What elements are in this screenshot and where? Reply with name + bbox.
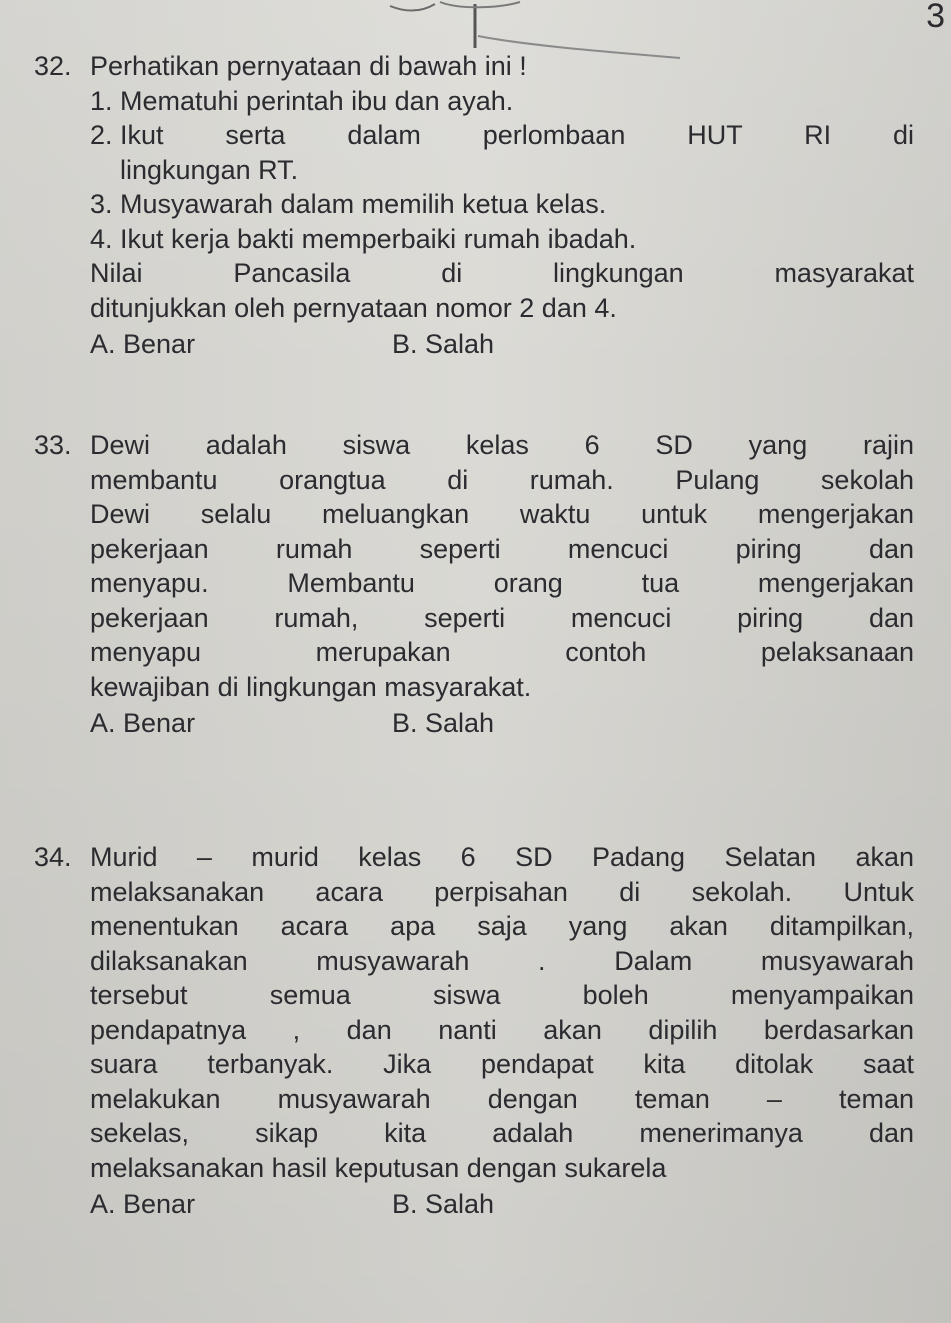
question-text-line: pendapatnya , dan nanti akan dipilih berdasarkan xyxy=(90,1014,914,1045)
question-text-line: sekelas, sikap kita adalah menerimanya dan xyxy=(90,1118,914,1148)
question-text-line: kewajiban di lingkungan masyarakat. xyxy=(90,671,532,702)
answer-options xyxy=(90,1187,914,1222)
question-text-line: menyapu merupakan contoh pelaksanaan xyxy=(90,637,914,667)
question-text-line: tersebut semua siswa boleh menyampaikan xyxy=(90,980,914,1010)
option-a-benar[interactable]: A. Benar xyxy=(90,1189,196,1219)
claim-line: Nilai Pancasila di lingkungan masyarakat xyxy=(90,258,914,288)
option-a-benar[interactable]: A. Benar xyxy=(90,329,196,359)
question-text-line: melaksanakan hasil keputusan dengan sukarela xyxy=(90,1152,667,1183)
question-text-line: menentukan acara apa saja yang akan ditampilkan, xyxy=(90,911,914,941)
question-34 xyxy=(34,840,914,1222)
statement-text-line: Ikut serta dalam perlombaan HUT RI di xyxy=(120,120,914,150)
question-number: 32. xyxy=(34,51,72,81)
answer-options xyxy=(90,706,914,741)
question-number: 34. xyxy=(34,842,72,872)
question-text-line: Murid – murid kelas 6 SD Padang Selatan akan xyxy=(90,842,914,872)
page-number: 3 xyxy=(926,0,945,35)
question-32 xyxy=(34,49,914,362)
option-a-benar[interactable]: A. Benar xyxy=(90,708,196,738)
question-33 xyxy=(34,428,914,741)
statement-text: Mematuhi perintah ibu dan ayah. xyxy=(120,85,514,116)
statement-item xyxy=(90,84,914,119)
statement-item xyxy=(90,222,914,257)
statement-item xyxy=(90,187,914,222)
option-b-salah[interactable]: B. Salah xyxy=(392,329,495,359)
statement-text: Musyawarah dalam memilih ketua kelas. xyxy=(120,189,607,219)
question-text-line: melakukan musyawarah dengan teman – teman xyxy=(90,1083,914,1114)
question-text-line: Dewi adalah siswa kelas 6 SD yang rajin xyxy=(90,430,914,460)
statement-list xyxy=(90,84,914,257)
answer-options xyxy=(90,327,914,362)
question-text-line: pekerjaan rumah, seperti mencuci piring dan xyxy=(90,602,914,633)
statement-number: 4. xyxy=(90,223,113,254)
statement-number: 3. xyxy=(90,189,113,219)
question-text-line: membantu orangtua di rumah. Pulang sekolah xyxy=(90,464,914,495)
question-text-line: dilaksanakan musyawarah . Dalam musyawarah xyxy=(90,945,914,976)
question-text-line: suara terbanyak. Jika pendapat kita ditolak saat xyxy=(90,1049,914,1079)
statement-text-line: lingkungan RT. xyxy=(120,154,299,185)
question-text-line: pekerjaan rumah seperti mencuci piring dan xyxy=(90,533,914,564)
statement-text: Ikut kerja bakti memperbaiki rumah ibadah. xyxy=(120,223,637,254)
statement-number: 2. xyxy=(90,120,113,150)
option-b-salah[interactable]: B. Salah xyxy=(392,1189,495,1219)
question-number: 33. xyxy=(34,430,72,460)
question-text-line: Dewi selalu meluangkan waktu untuk mengerjakan xyxy=(90,499,914,529)
statement-number: 1. xyxy=(90,85,113,116)
question-text-line: menyapu. Membantu orang tua mengerjakan xyxy=(90,568,914,598)
question-intro: Perhatikan pernyataan di bawah ini ! xyxy=(90,51,527,81)
option-b-salah[interactable]: B. Salah xyxy=(392,708,495,738)
question-text-line: melaksanakan acara perpisahan di sekolah. Untuk xyxy=(90,876,914,907)
claim-line: ditunjukkan oleh pernyataan nomor 2 dan 4. xyxy=(90,292,617,323)
statement-item xyxy=(90,118,914,187)
